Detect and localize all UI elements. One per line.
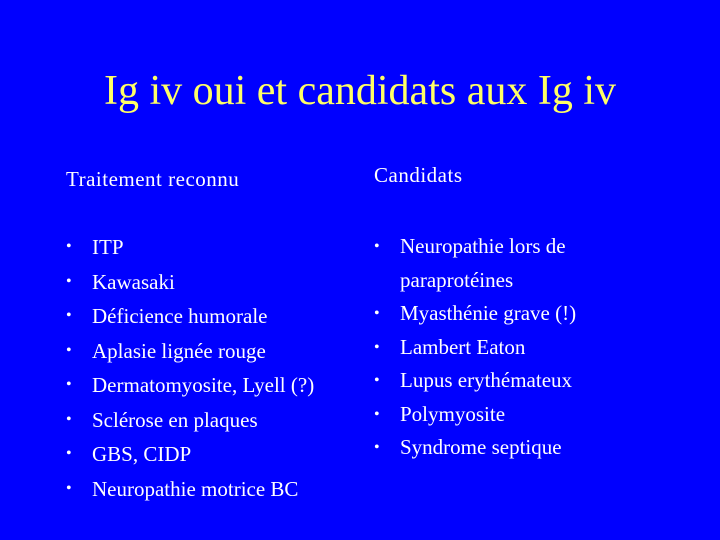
bullet-icon: • — [66, 272, 72, 290]
list-item-text: Polymyosite — [400, 401, 506, 426]
bullet-icon: • — [374, 238, 380, 255]
list-item — [374, 331, 704, 365]
list-item-text: GBS, CIDP — [92, 442, 192, 466]
bullet-icon: • — [374, 372, 380, 389]
list-item-text: Déficience humorale — [92, 304, 268, 328]
list-item-text: Myasthénie grave (!) — [400, 301, 577, 325]
bullet-icon: • — [66, 307, 72, 324]
list-item-text — [400, 230, 566, 297]
list-item — [66, 334, 366, 369]
list-item-text: Neuropathie motrice BC — [92, 476, 299, 501]
list-item-text: Aplasie lignée rouge — [92, 338, 266, 363]
candidates-list — [374, 230, 704, 465]
bullet-icon: • — [374, 439, 380, 456]
list-item — [374, 398, 704, 432]
list-item-line: paraprotéines — [400, 267, 514, 292]
list-item-text: Sclérose en plaques — [92, 407, 258, 432]
list-item-text: Syndrome septique — [400, 435, 562, 459]
list-item — [66, 299, 366, 334]
right-column-heading: Candidats — [374, 163, 463, 187]
bullet-icon: • — [66, 410, 72, 428]
list-item — [374, 431, 704, 465]
list-item — [66, 472, 366, 507]
list-item — [66, 265, 366, 300]
slide-title: Ig iv oui et candidats aux Ig iv — [103, 68, 617, 114]
bullet-icon: • — [66, 479, 72, 497]
bullet-icon: • — [66, 341, 72, 359]
bullet-icon: • — [374, 405, 380, 423]
list-item — [66, 437, 366, 472]
list-item-text: Lambert Eaton — [400, 334, 526, 359]
bullet-icon: • — [66, 376, 72, 393]
list-item — [374, 364, 704, 398]
list-item-text: ITP — [92, 235, 124, 259]
list-item-text: Kawasaki — [92, 269, 175, 294]
list-item-text: Lupus erythémateux — [400, 368, 573, 392]
bullet-icon: • — [374, 338, 380, 356]
bullet-icon: • — [66, 238, 72, 255]
list-item — [374, 230, 704, 297]
list-item — [66, 403, 366, 438]
list-item — [66, 368, 366, 403]
list-item-line: Neuropathie lors de — [400, 234, 566, 258]
left-column-heading: Traitement reconnu — [66, 167, 240, 191]
treatments-list — [66, 230, 366, 506]
list-item — [374, 297, 704, 331]
bullet-icon: • — [374, 305, 380, 322]
bullet-icon: • — [66, 445, 72, 462]
list-item-text: Dermatomyosite, Lyell (?) — [92, 373, 315, 397]
list-item — [66, 230, 366, 265]
